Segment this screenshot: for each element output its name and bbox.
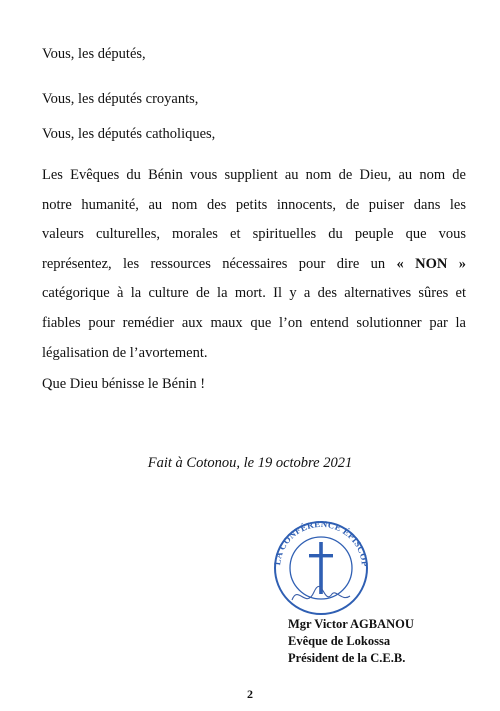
signatory-title: Président de la C.E.B. [288, 651, 406, 665]
non-emphasis: « NON » [396, 255, 466, 272]
cross-icon [309, 542, 333, 594]
signatory-name: Mgr Victor AGBANOU [288, 617, 414, 631]
body-line-5: catégorique à la culture de la mort. Il y a des alternatives sûres et [42, 285, 466, 302]
body-line-4-text: représentez, les ressources nécessaires pour dire un [42, 255, 386, 272]
closing-blessing: Que Dieu bénisse le Bénin ! [42, 376, 206, 392]
salutation-2: Vous, les députés croyants, [42, 91, 199, 107]
body-line-1: Les Evêques du Bénin vous supplient au nom de Dieu, au nom de [42, 167, 466, 183]
page-number: 2 [247, 687, 253, 701]
body-line-4 [42, 250, 466, 280]
body-line-6: fiables pour remédier aux maux que l’on entend solutionner par la [42, 314, 466, 331]
body-line-7: légalisation de l’avortement. [42, 344, 208, 361]
salutation-3: Vous, les députés catholiques, [42, 126, 216, 142]
body-line-2: notre humanité, au nom des petits innocents, de puiser dans les [42, 196, 466, 213]
salutation-1: Vous, les députés, [42, 46, 146, 62]
signatory-role: Evêque de Lokossa [288, 634, 391, 648]
body-line-3: valeurs culturelles, morales et spirituelles du peuple que vous [42, 226, 466, 243]
seal-text [262, 514, 370, 567]
body-paragraph [42, 161, 466, 368]
seal-text-path: LA CONFÉRENCE ÉPISCOP [272, 518, 371, 567]
episcopal-seal [262, 514, 380, 616]
place-date: Fait à Cotonou, le 19 octobre 2021 [147, 455, 353, 471]
